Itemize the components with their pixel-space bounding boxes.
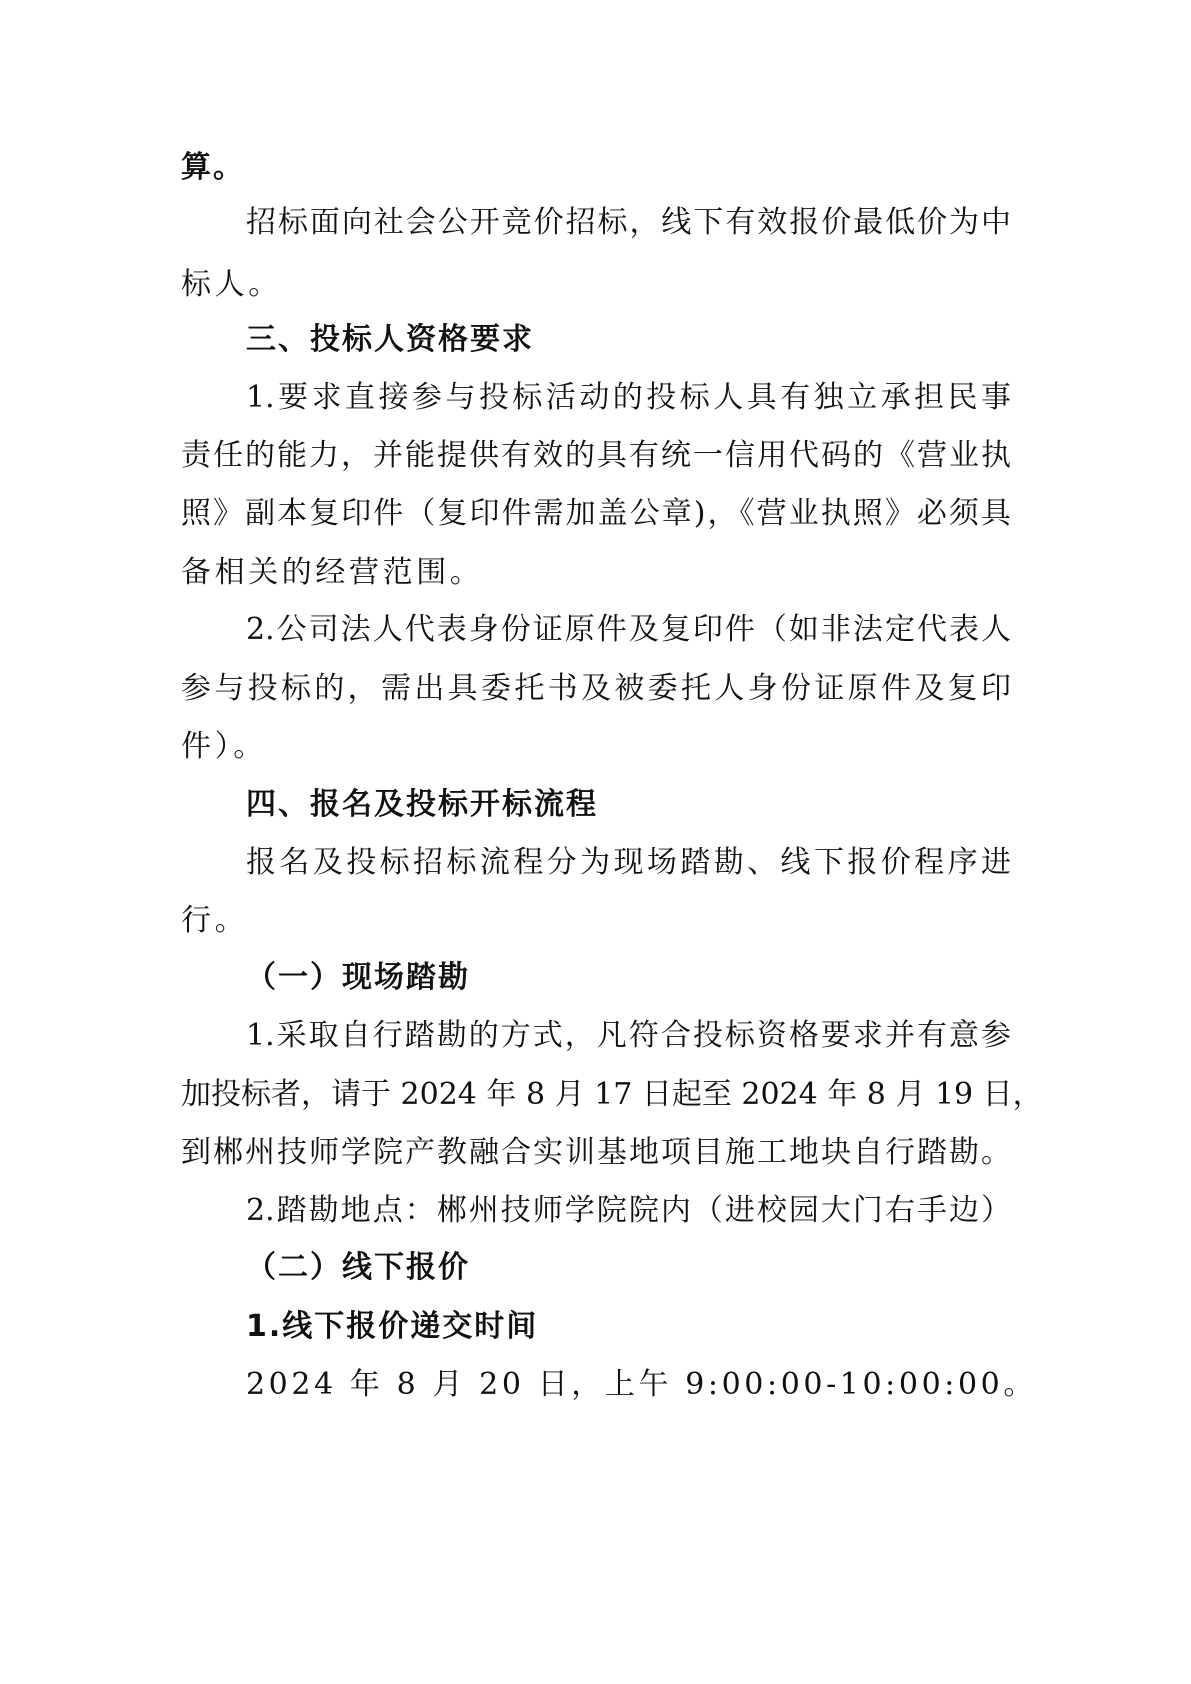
paragraph-line: 行。 — [181, 903, 249, 938]
paragraph-line: 报名及投标招标流程分为现场踏勘、线下报价程序进 — [246, 845, 1011, 880]
paragraph-line: 1.采取自行踏勘的方式，凡符合投标资格要求并有意参 — [246, 1018, 1011, 1053]
paragraph-line: 件）。 — [181, 729, 267, 764]
paragraph-line: 算。 — [181, 150, 245, 185]
paragraph-line: 2.踏勘地点：郴州技师学院院内（进校园大门右手边） — [246, 1193, 1011, 1228]
paragraph-line: 2.公司法人代表身份证原件及复印件（如非法定代表人 — [246, 612, 1011, 647]
item-heading: 1.线下报价递交时间 — [246, 1309, 539, 1344]
section-heading: 四、报名及投标开标流程 — [246, 787, 598, 822]
paragraph-line: 备相关的经营范围。 — [181, 555, 484, 590]
paragraph-line: 到郴州技师学院产教融合实训基地项目施工地块自行踏勘。 — [181, 1135, 1011, 1170]
paragraph-line: 2024 年 8 月 20 日，上午 9:00:00-10:00:00。 — [246, 1367, 1037, 1402]
paragraph-line: 照》副本复印件（复印件需加盖公章)，《营业执照》必须具 — [181, 496, 1011, 531]
section-heading: 三、投标人资格要求 — [246, 322, 534, 357]
paragraph-line: 1.要求直接参与投标活动的投标人具有独立承担民事 — [246, 380, 1011, 415]
paragraph-line: 加投标者，请于 2024 年 8 月 17 日起至 2024 年 8 月 19 日， — [181, 1077, 1043, 1112]
paragraph-line: 招标面向社会公开竞价招标，线下有效报价最低价为中 — [246, 205, 1011, 240]
subsection-heading: （一）现场踏勘 — [246, 960, 470, 995]
paragraph-line: 参与投标的，需出具委托书及被委托人身份证原件及复印 — [181, 671, 1011, 706]
paragraph-line: 责任的能力，并能提供有效的具有统一信用代码的《营业执 — [181, 438, 1011, 473]
paragraph-line: 标人。 — [181, 267, 282, 302]
subsection-heading: （二）线下报价 — [246, 1250, 470, 1285]
